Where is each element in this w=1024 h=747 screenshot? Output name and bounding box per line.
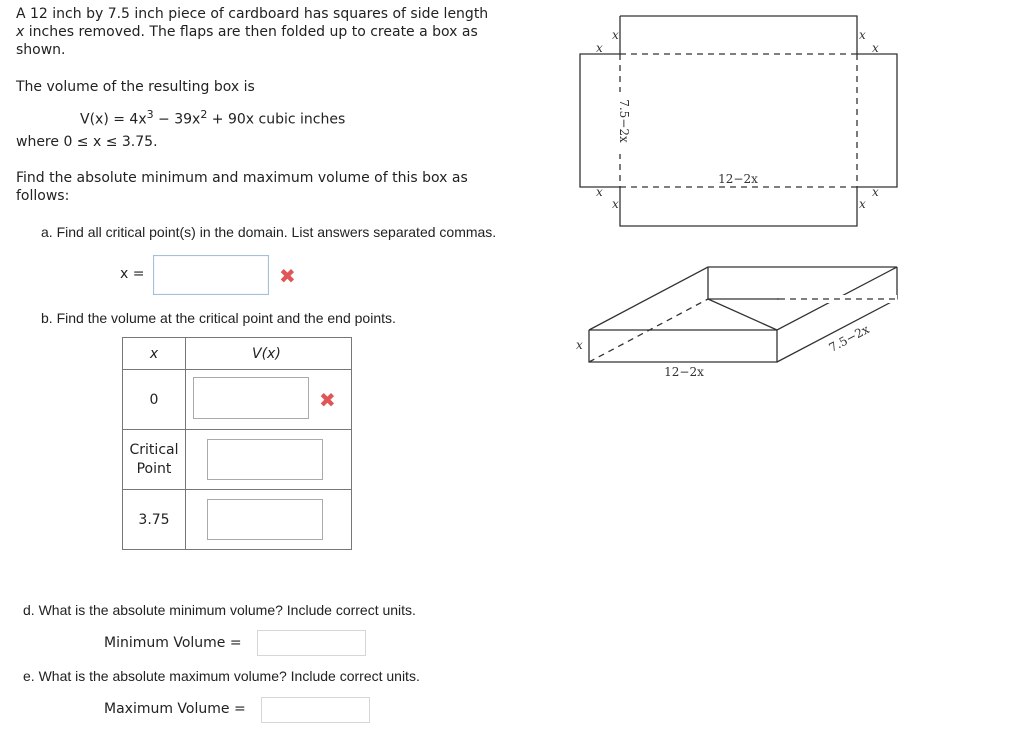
table-header-x: x [123,338,186,370]
flat-x-label-top-right-v: x [859,28,866,42]
volume-table [122,337,352,550]
intro-line-1: A 12 inch by 7.5 inch piece of cardboard has squares of side length [16,6,489,22]
part-d-question: d. What is the absolute minimum volume? Include correct units. [23,602,416,618]
box-depth-label: 7.5−2x [826,322,872,355]
find-line-2: follows: [16,188,70,204]
critical-points-input[interactable] [153,255,269,295]
flat-x-label-top-right-h: x [872,41,879,55]
table-row [123,490,352,550]
part-a-question: a. Find all critical point(s) in the domain. List answers separated commas. [41,224,497,240]
problem-statement [16,5,488,59]
part-e-question: e. What is the absolute maximum volume? Include correct units. [23,668,420,684]
box-solid-edges [589,267,897,362]
flat-x-label-bottom-left-v: x [612,197,619,211]
find-instructions [16,169,468,205]
table-cell-v [186,370,352,430]
table-cell-x: 0 [123,370,186,430]
volume-at-0-input[interactable] [193,377,309,419]
volume-formula [80,106,345,129]
formula-mid: − 39x [153,111,201,128]
max-volume-label: Maximum Volume = [104,701,246,717]
volume-at-critical-input[interactable] [207,439,323,480]
table-header-v: V(x) [186,338,352,370]
table-row [123,430,352,490]
intro-line-2 [16,23,488,41]
find-line-1: Find the absolute minimum and maximum volume of this box as [16,170,468,186]
flat-x-label-bottom-right-h: x [872,185,879,199]
flat-x-label-bottom-left-h: x [596,185,603,199]
incorrect-mark-icon: ✖ [319,388,336,412]
domain-statement: where 0 ≤ x ≤ 3.75. [16,134,158,150]
volume-at-3-75-input[interactable] [207,499,323,540]
intro-var-x: x [16,24,25,40]
max-volume-input[interactable] [261,697,370,723]
flat-x-label-bottom-right-v: x [859,197,866,211]
box-width-label: 12−2x [664,365,704,379]
flat-x-label-top-left-v: x [612,28,619,42]
table-cell-x [123,430,186,490]
intro-line-2-text: inches removed. The flaps are then folded up to create a box as [24,24,478,40]
min-volume-label: Minimum Volume = [104,635,242,651]
flat-height-label: 7.5−2x [617,99,631,143]
table-cell-v [186,430,352,490]
formula-lhs: V(x) = 4x [80,111,147,128]
critical-label-line-2: Point [136,460,172,477]
box-diagram [560,255,920,395]
min-volume-input[interactable] [257,630,366,656]
part-a-label: x = [120,266,145,282]
table-header-row [123,338,352,370]
box-height-label: x [576,338,583,352]
part-b-question: b. Find the volume at the critical point and the end points. [41,310,396,326]
flat-cardboard-diagram [560,0,920,240]
critical-label-line-1: Critical [129,441,179,458]
fold-lines [620,54,857,187]
flat-width-label: 12−2x [718,172,758,186]
table-cell-v [186,490,352,550]
incorrect-mark-icon: ✖ [279,264,296,288]
table-cell-x: 3.75 [123,490,186,550]
flat-x-label-top-left-h: x [596,41,603,55]
table-row [123,370,352,430]
formula-rhs: + 90x cubic inches [207,111,346,128]
volume-intro: The volume of the resulting box is [16,79,255,95]
formula-exp-1: 3 [146,108,154,121]
formula-exp-2: 2 [200,108,208,121]
intro-line-3: shown. [16,42,66,58]
